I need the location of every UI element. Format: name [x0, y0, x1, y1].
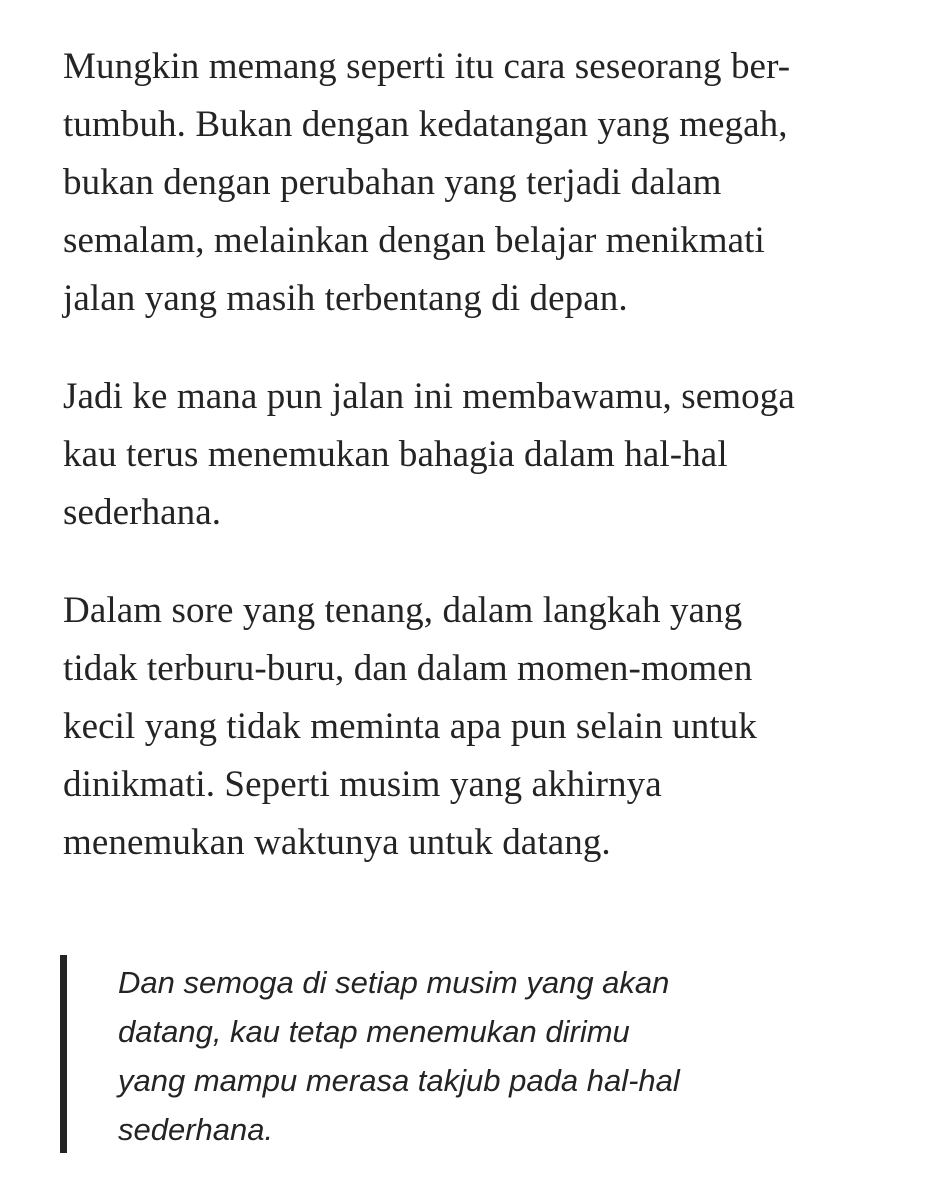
- blockquote-bar: [60, 955, 67, 1153]
- paragraph: Mungkin memang seperti itu cara seseorang ber- tumbuh. Bukan dengan kedatangan yang megah, bukan dengan perubahan yang terjadi dalam semalam, melainkan dengan belajar menikmati jalan yang masih terbentang di depan.: [63, 46, 791, 319]
- paragraph: Dalam sore yang tenang, dalam langkah yang tidak terburu-buru, dan dalam momen-momen kecil yang tidak meminta apa pun selain untuk dinikmati. Seperti musim yang akhirnya menemukan waktunya untuk datang.: [63, 590, 757, 863]
- blockquote-text: Dan semoga di setiap musim yang akan datang, kau tetap menemukan dirimu yang mampu merasa takjub pada hal-hal sederhana.: [118, 965, 680, 1147]
- article-body: [63, 38, 883, 872]
- blockquote: [60, 955, 860, 1153]
- paragraph: Jadi ke mana pun jalan ini membawamu, semoga kau terus menemukan bahagia dalam hal-hal sederhana.: [63, 376, 795, 533]
